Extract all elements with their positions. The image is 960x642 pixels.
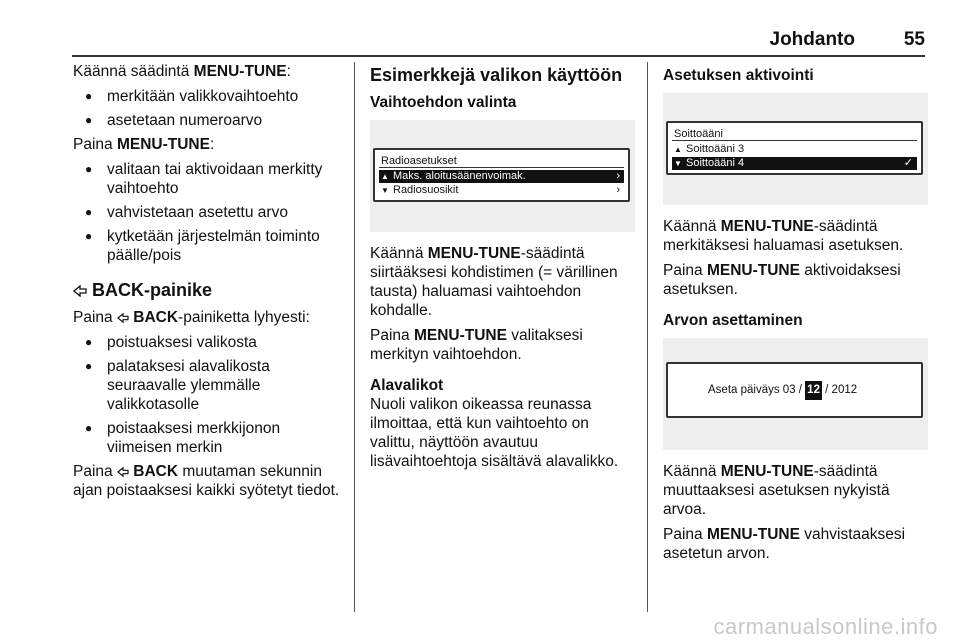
screen-title: Soittoääni — [674, 128, 723, 140]
menu-row-selected: ▲ Maks. aloitusäänenvoimak. › — [379, 170, 624, 183]
divider — [672, 140, 917, 141]
paragraph: Paina MENU-TUNE aktivoidaksesi asetuksen. — [663, 262, 901, 298]
paragraph: Käännä MENU-TUNE-säädintä siirtääksesi kohdistimen (= värillinen tausta) haluamasi vaihtoehdon kohdalle. — [370, 245, 618, 319]
chevron-right-icon: › — [616, 184, 620, 196]
display-screen — [666, 121, 923, 175]
arrow-down-icon: ▼ — [381, 186, 389, 195]
arrow-up-icon: ▲ — [674, 145, 682, 154]
paragraph: Käännä MENU-TUNE-säädintä muuttaaksesi asetuksen nykyistä arvoa. — [663, 463, 890, 518]
list-item: ● poistuaksesi valikosta — [73, 333, 345, 352]
column-2 — [370, 62, 635, 477]
bullet-list — [73, 160, 345, 265]
section-heading: BACK-painike — [73, 281, 345, 300]
paragraph: Paina MENU-TUNE vahvistaaksesi asetetun arvon. — [663, 526, 906, 562]
column-divider — [647, 62, 648, 612]
chevron-right-icon: › — [616, 170, 620, 182]
paragraph: Nuoli valikon oikeassa reunassa ilmoittaa, että kun vaihtoehto on valittu, näyttöön avautuu lisävaihtoehtoja sisältävä alavalikko. — [370, 396, 619, 470]
list-item: ● valitaan tai aktivoidaan merkitty vaihtoehto — [73, 160, 345, 198]
arrow-down-icon: ▼ — [674, 159, 682, 168]
list-item: ● palataksesi alavalikosta seuraavalle ylemmälle valikkotasolle — [73, 357, 345, 414]
subheading: Vaihtoehdon valinta — [370, 94, 517, 111]
paragraph: Paina MENU-TUNE: — [73, 136, 215, 153]
paragraph: Käännä säädintä MENU-TUNE: — [73, 63, 291, 80]
subheading: Arvon asettaminen — [663, 312, 803, 329]
list-item: ● vahvistetaan asetettu arvo — [73, 203, 345, 222]
figure-menu-selection — [370, 120, 635, 232]
menu-row: ▲ Soittoääni 3 — [674, 143, 745, 155]
arrow-up-icon: ▲ — [381, 172, 389, 181]
bullet-list — [73, 87, 345, 130]
list-item: ● merkitään valikkovaihtoehto — [73, 87, 345, 106]
back-arrow-icon — [117, 313, 129, 323]
display-screen — [666, 362, 923, 418]
selected-value: 12 — [805, 381, 822, 400]
column-3 — [663, 62, 928, 569]
section-heading: Esimerkkejä valikon käyttöön — [370, 65, 623, 85]
chapter-title: Johdanto — [769, 29, 855, 50]
back-arrow-icon — [117, 467, 129, 477]
checkmark-icon: ✓ — [903, 157, 913, 169]
paragraph: Käännä MENU-TUNE-säädintä merkitäksesi haluamasi asetuksen. — [663, 218, 904, 254]
list-item: ● asetetaan numeroarvo — [73, 111, 345, 130]
page-header — [72, 25, 925, 57]
menu-row-selected: ▼ Soittoääni 4 ✓ — [672, 157, 917, 170]
column-1 — [73, 62, 345, 506]
paragraph: Paina BACK muutaman sekunnin ajan poistaaksesi kaikki syötetyt tiedot. — [73, 463, 340, 499]
bullet-list — [73, 333, 345, 457]
figure-value-setting — [663, 338, 928, 450]
column-divider — [354, 62, 355, 612]
date-setting-line: Aseta päiväys 03 / 12 / 2012 — [708, 381, 857, 400]
menu-row: ▼ Radiosuosikit › — [381, 184, 620, 196]
subheading: Alavalikot — [370, 377, 444, 394]
figure-setting-activation — [663, 93, 928, 205]
list-item: ● poistaaksesi merkkijonon viimeisen merkin — [73, 419, 345, 457]
page-number: 55 — [903, 29, 925, 50]
paragraph: Paina MENU-TUNE valitaksesi merkityn vaihtoehdon. — [370, 327, 583, 363]
display-screen — [373, 148, 630, 202]
back-arrow-icon — [73, 285, 87, 297]
divider — [379, 167, 624, 168]
watermark: carmanualsonline.info — [713, 614, 938, 639]
paragraph: Paina BACK-painiketta lyhyesti: — [73, 309, 310, 326]
subheading: Asetuksen aktivointi — [663, 67, 814, 84]
list-item: ● kytketään järjestelmän toiminto päälle/pois — [73, 227, 345, 265]
screen-title: Radioasetukset — [381, 155, 457, 167]
